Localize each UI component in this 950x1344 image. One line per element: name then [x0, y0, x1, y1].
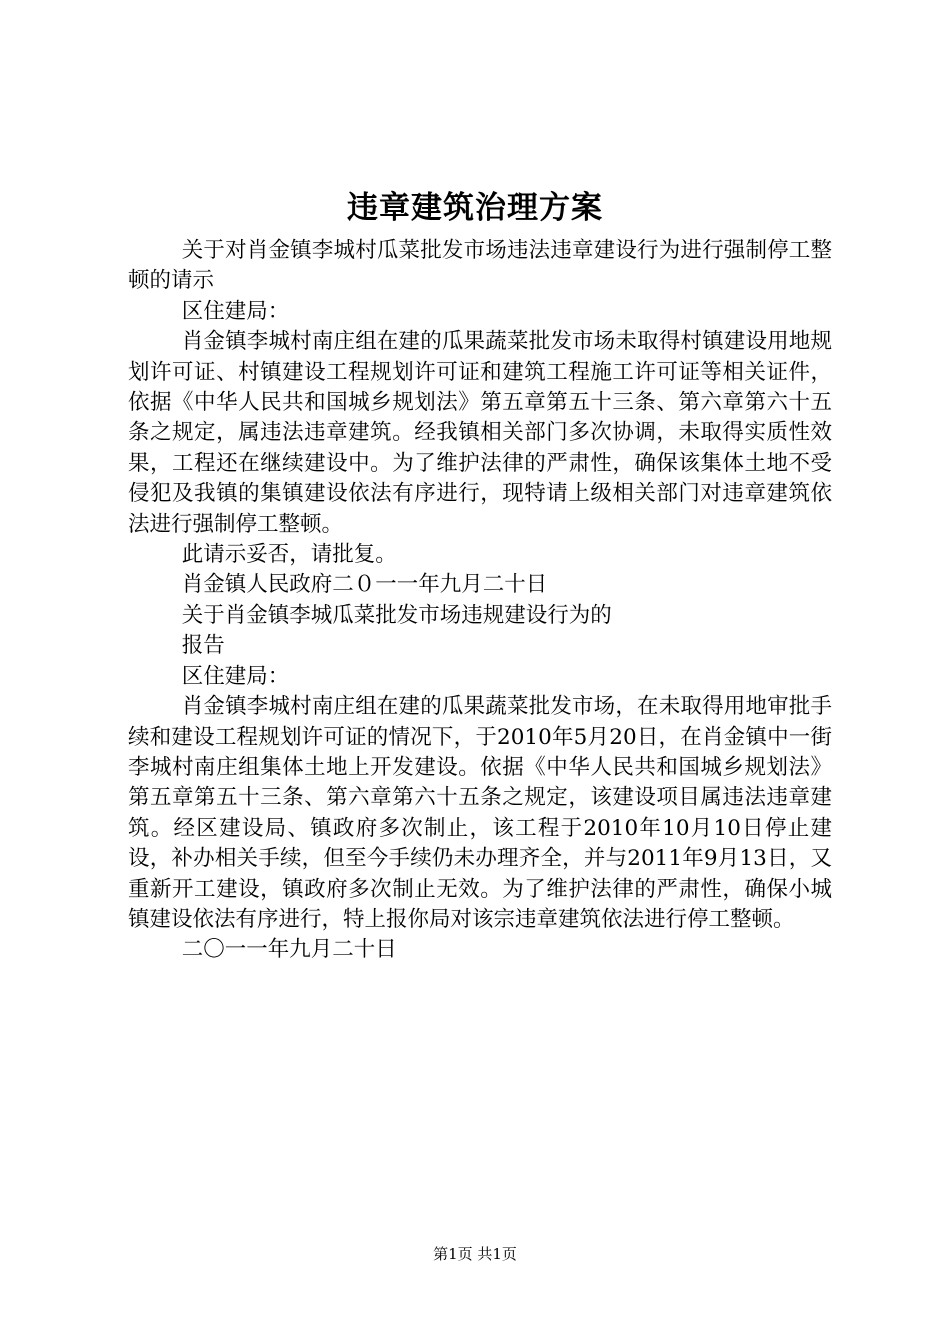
report-heading-continued: 报告 [181, 633, 225, 659]
page-number-footer: 第1页 共1页 [433, 1245, 517, 1263]
report-addressee: 区住建局： [181, 663, 290, 689]
request-signature-date: 肖金镇人民政府二０一一年九月二十日 [181, 572, 548, 598]
request-heading: 关于对肖金镇李城村瓜菜批发市场违法违章建设行为进行强制停工整顿的请示 [128, 238, 832, 294]
report-heading: 关于肖金镇李城瓜菜批发市场违规建设行为的 [181, 602, 612, 628]
report-body: 肖金镇李城村南庄组在建的瓜果蔬菜批发市场，在未取得用地审批手续和建设工程规划许可证的情况下，于2010年5月20日，在肖金镇中一街李城村南庄组集体土地上开发建设。依据《中华人民共和国城乡规划法》第五章第五十三条、第六章第六十五条之规定，该建设项目属违法违章建筑。经区建设局、镇政府多次制止，该工程于2010年10月10日停止建设，补办相关手续，但至今手续仍未办理齐全，并与2011年9月13日，又重新开工建设，镇政府多次制止无效。为了维护法律的严肃性，确保小城镇建设依法有序进行，特上报你局对该宗违章建筑依法进行停工整顿。 [128, 694, 832, 932]
document-title: 违章建筑治理方案 [347, 190, 603, 226]
report-date: 二〇一一年九月二十日 [181, 937, 397, 963]
request-addressee: 区住建局： [181, 298, 290, 324]
request-body: 肖金镇李城村南庄组在建的瓜果蔬菜批发市场未取得村镇建设用地规划许可证、村镇建设工程规划许可证和建筑工程施工许可证等相关证件，依据《中华人民共和国城乡规划法》第五章第五十三条、第六章第六十五条之规定，属违法违章建筑。经我镇相关部门多次协调，未取得实质性效果，工程还在继续建设中。为了维护法律的严肃性，确保该集体土地不受侵犯及我镇的集镇建设依法有序进行，现特请上级相关部门对违章建筑依法进行强制停工整顿。 [128, 329, 832, 537]
request-closing: 此请示妥否，请批复。 [181, 542, 397, 568]
document-body [128, 236, 832, 966]
